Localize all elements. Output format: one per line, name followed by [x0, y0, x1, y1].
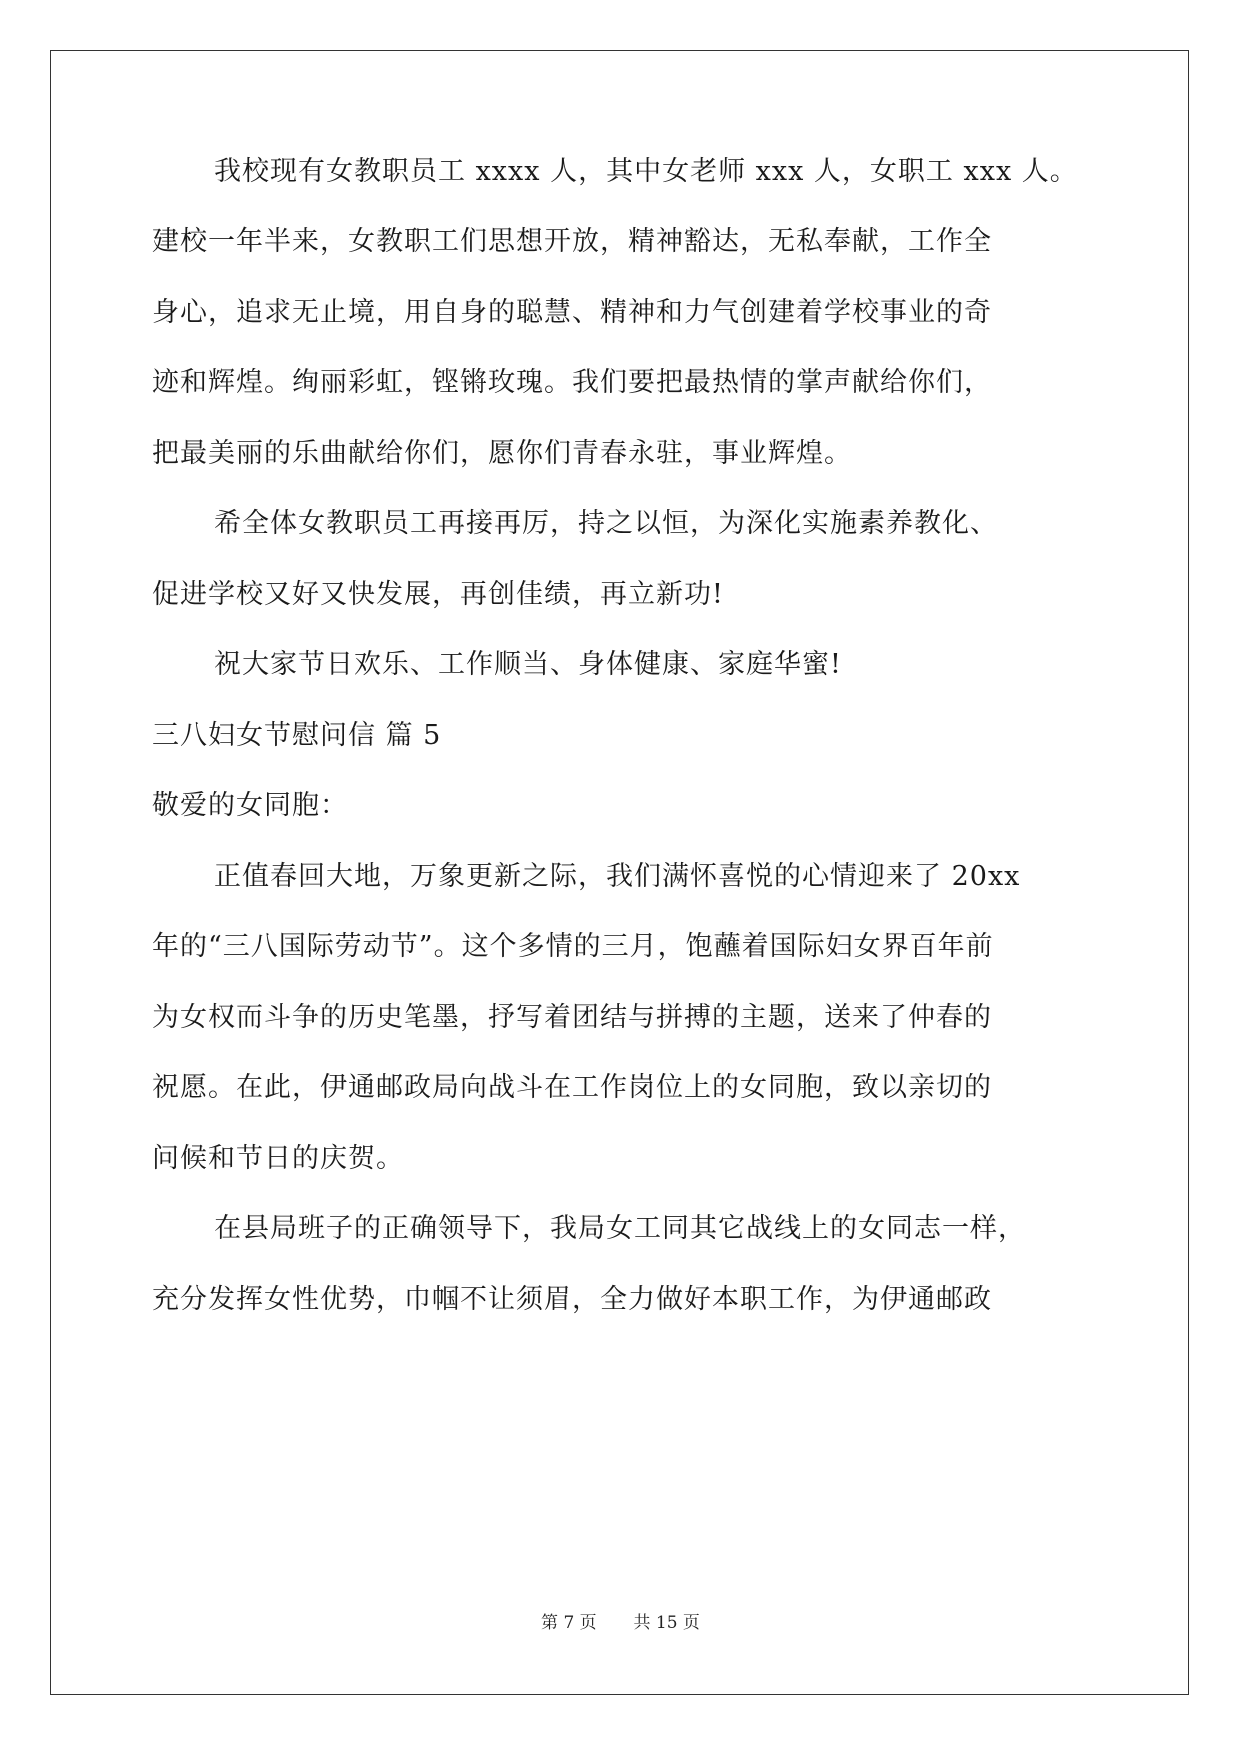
paragraph-line: 在县局班子的正确领导下，我局女工同其它战线上的女同志一样，	[214, 1213, 1026, 1244]
paragraph-line: 充分发挥女性优势，巾帼不让须眉，全力做好本职工作，为伊通邮政	[152, 1284, 992, 1315]
paragraph-line: 迹和辉煌。绚丽彩虹，铿锵玫瑰。我们要把最热情的掌声献给你们，	[152, 367, 992, 398]
paragraph-line: 为女权而斗争的历史笔墨，抒写着团结与拼搏的主题，送来了仲春的	[152, 1002, 992, 1033]
salutation: 敬爱的女同胞：	[152, 790, 348, 821]
paragraph-line: 把最美丽的乐曲献给你们，愿你们青春永驻，事业辉煌。	[152, 438, 852, 469]
page-number: 第 7 页	[541, 1613, 597, 1633]
paragraph-line: 建校一年半来，女教职工们思想开放，精神豁达，无私奉献，工作全	[152, 226, 992, 257]
page-total: 共 15 页	[633, 1613, 700, 1633]
paragraph-line: 身心，追求无止境，用自身的聪慧、精神和力气创建着学校事业的奇	[152, 297, 992, 328]
page-footer	[0, 1608, 1241, 1633]
paragraph-line: 希全体女教职员工再接再厉，持之以恒，为深化实施素养教化、	[214, 508, 998, 539]
paragraph-line: 我校现有女教职员工 xxxx 人，其中女老师 xxx 人，女职工 xxx 人。	[214, 156, 1078, 187]
paragraph-line: 正值春回大地，万象更新之际，我们满怀喜悦的心情迎来了 20xx	[214, 861, 1021, 892]
paragraph-line: 年的“三八国际劳动节”。这个多情的三月，饱蘸着国际妇女界百年前	[152, 931, 994, 962]
paragraph-line: 问候和节日的庆贺。	[152, 1143, 404, 1174]
paragraph-line: 祝愿。在此，伊通邮政局向战斗在工作岗位上的女同胞，致以亲切的	[152, 1072, 992, 1103]
paragraph-line: 促进学校又好又快发展，再创佳绩，再立新功!	[152, 579, 724, 610]
paragraph-line: 祝大家节日欢乐、工作顺当、身体健康、家庭华蜜!	[214, 649, 842, 680]
section-heading: 三八妇女节慰问信 篇 5	[152, 720, 442, 751]
